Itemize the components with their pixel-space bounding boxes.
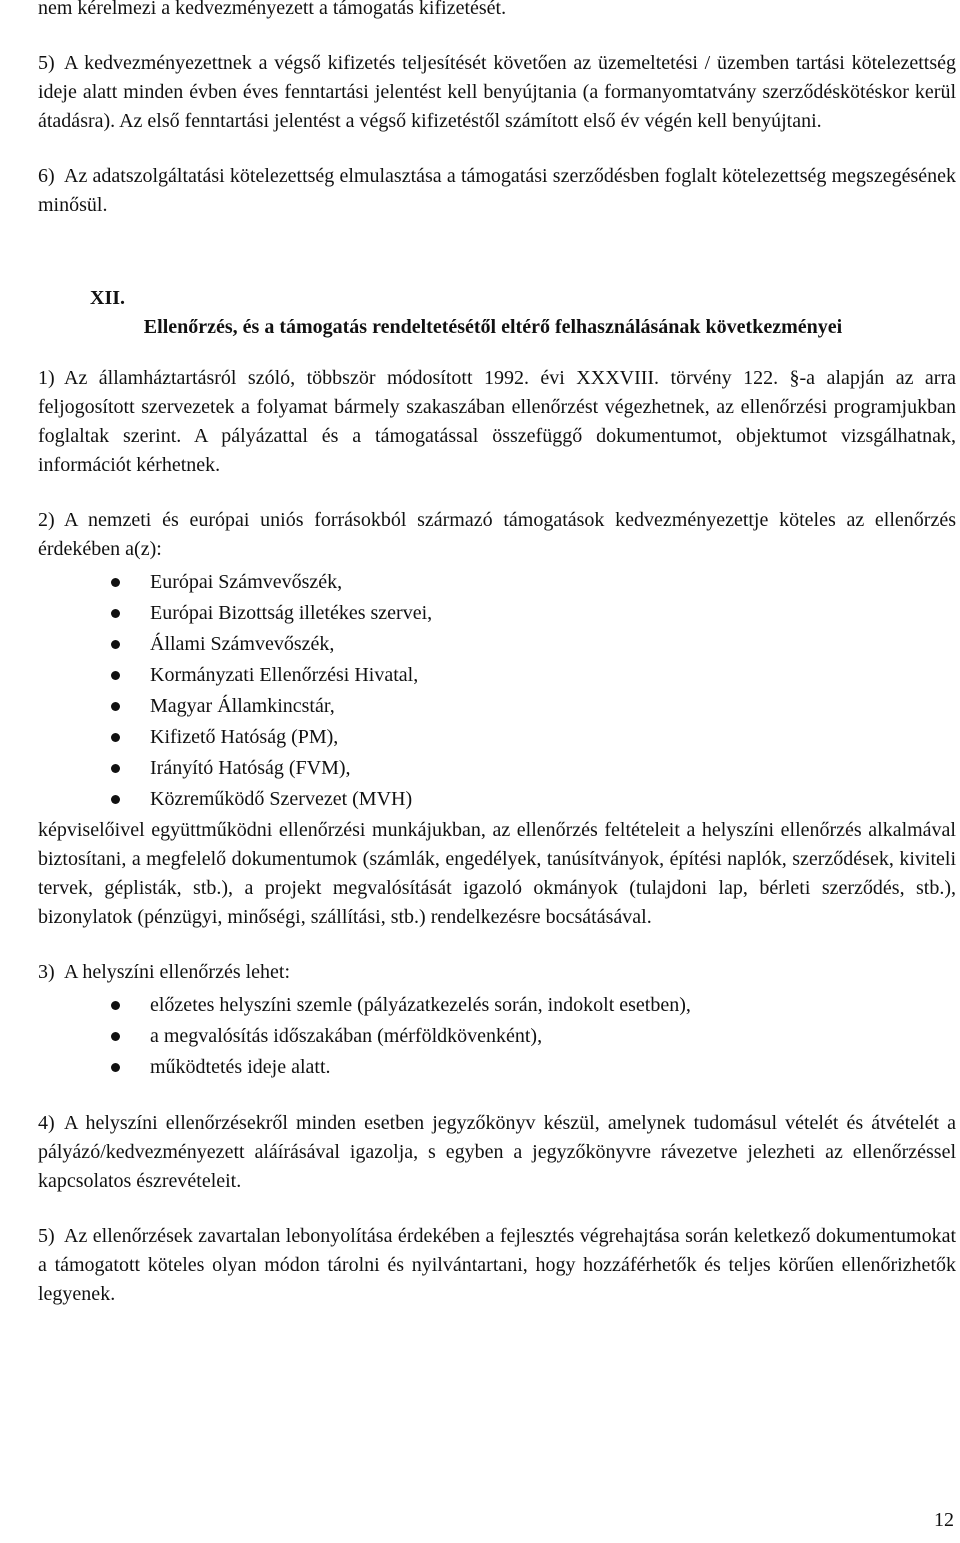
list-item: Állami Számvevőszék, [38, 629, 956, 660]
paragraph-number: 6) [38, 165, 55, 187]
auditor-list [38, 567, 956, 815]
list-item: a megvalósítás időszakában (mérföldkövenként), [38, 1021, 956, 1052]
list-item: Kormányzati Ellenőrzési Hivatal, [38, 660, 956, 691]
paragraph-number: 2) [38, 509, 55, 531]
paragraph-3-intro [38, 958, 956, 987]
document-page [38, 0, 956, 1309]
paragraph-text: A kedvezményezettnek a végső kifizetés teljesítését követően az üzemeltetési / üzemben tartási kötelezettség ideje alatt minden évben éves fenntartási jelentést kell benyújtania (a formanyomtatvány szerződéskötéskor kerül átadásra). Az első fenntartási jelentést a végső kifizetéstől számított első év végén kell benyújtani. [38, 52, 956, 132]
section-title: Ellenőrzés, és a támogatás rendeltetésétől eltérő felhasználásának következményei [143, 316, 843, 338]
page-number: 12 [934, 1509, 954, 1531]
paragraph-text: A helyszíni ellenőrzésekről minden esetben jegyzőkönyv készül, amelynek tudomásul vételét és átvételét a pályázó/kedvezményezett aláírásával igazolja, s egyben a jegyzőkönyvre rávezetve jelezheti az ellenőrzéssel kapcsolatos észrevételeit. [38, 1112, 956, 1192]
paragraph-1-audit-basis [38, 364, 956, 480]
paragraph-2-intro [38, 506, 956, 564]
paragraph-text: Az adatszolgáltatási kötelezettség elmulasztása a támogatási szerződésben foglalt kötelezettség megszegésének minősül. [38, 165, 956, 216]
list-item: Irányító Hatóság (FVM), [38, 753, 956, 784]
section-roman-numeral: XII. [90, 287, 126, 309]
list-item: előzetes helyszíni szemle (pályázatkezelés során, indokolt esetben), [38, 990, 956, 1021]
paragraph-number: 4) [38, 1112, 55, 1134]
list-item: Kifizető Hatóság (PM), [38, 722, 956, 753]
paragraph-4-minutes [38, 1109, 956, 1196]
paragraph-text: Az ellenőrzések zavartalan lebonyolítása érdekében a fejlesztés végrehajtása során keletkező dokumentumokat a támogatott köteles olyan módon tárolni és nyilvántartani, hogy hozzáférhetők és teljes körűen ellenőrizhetők legyenek. [38, 1225, 956, 1305]
paragraph-number: 5) [38, 1225, 55, 1247]
list-item: Magyar Államkincstár, [38, 691, 956, 722]
paragraph-text: A helyszíni ellenőrzés lehet: [64, 961, 291, 983]
list-item: Európai Számvevőszék, [38, 567, 956, 598]
continued-text: nem kérelmezi a kedvezményezett a támogatás kifizetését. [38, 0, 507, 19]
paragraph-number: 5) [38, 52, 55, 74]
paragraph-text: A nemzeti és európai uniós forrásokból származó támogatások kedvezményezettje köteles az ellenőrzés érdekében a(z): [38, 509, 956, 560]
paragraph-6-data-obligation [38, 162, 956, 220]
onsite-check-list [38, 990, 956, 1083]
paragraph-2-outro: képviselőivel együttműködni ellenőrzési munkájukban, az ellenőrzés feltételeit a helyszíni ellenőrzés alkalmával biztosítani, a megfelelő dokumentumok (számlák, engedélyek, tanúsítványok, építési naplók, szerződések, kiviteli tervek, géplisták, stb.), a projekt megvalósítását igazoló okmányok (tulajdoni lap, bérleti szerződés, stb.), bizonylatok (pénzügyi, minőségi, szállítási, stb.) rendelkezésre bocsátásával. [38, 819, 956, 928]
paragraph-text: Az államháztartásról szóló, többször módosított 1992. évi XXXVIII. törvény 122. §-a alapján az arra feljogosított szervezetek a folyamat bármely szakaszában ellenőrzést végezhetnek, az ellenőrzési programjukban foglaltak szerint. A pályázattal és a támogatással összefüggő dokumentumot, objektumot vizsgálhatnak, információt kérhetnek. [38, 367, 956, 476]
paragraph-number: 1) [38, 367, 55, 389]
list-item: Európai Bizottság illetékes szervei, [38, 598, 956, 629]
paragraph-number: 3) [38, 961, 55, 983]
list-item: Közreműködő Szervezet (MVH) [38, 784, 956, 815]
list-item: működtetés ideje alatt. [38, 1052, 956, 1083]
section-heading [38, 284, 956, 342]
paragraph-5-maintenance-report [38, 49, 956, 136]
paragraph-5-document-storage [38, 1222, 956, 1309]
